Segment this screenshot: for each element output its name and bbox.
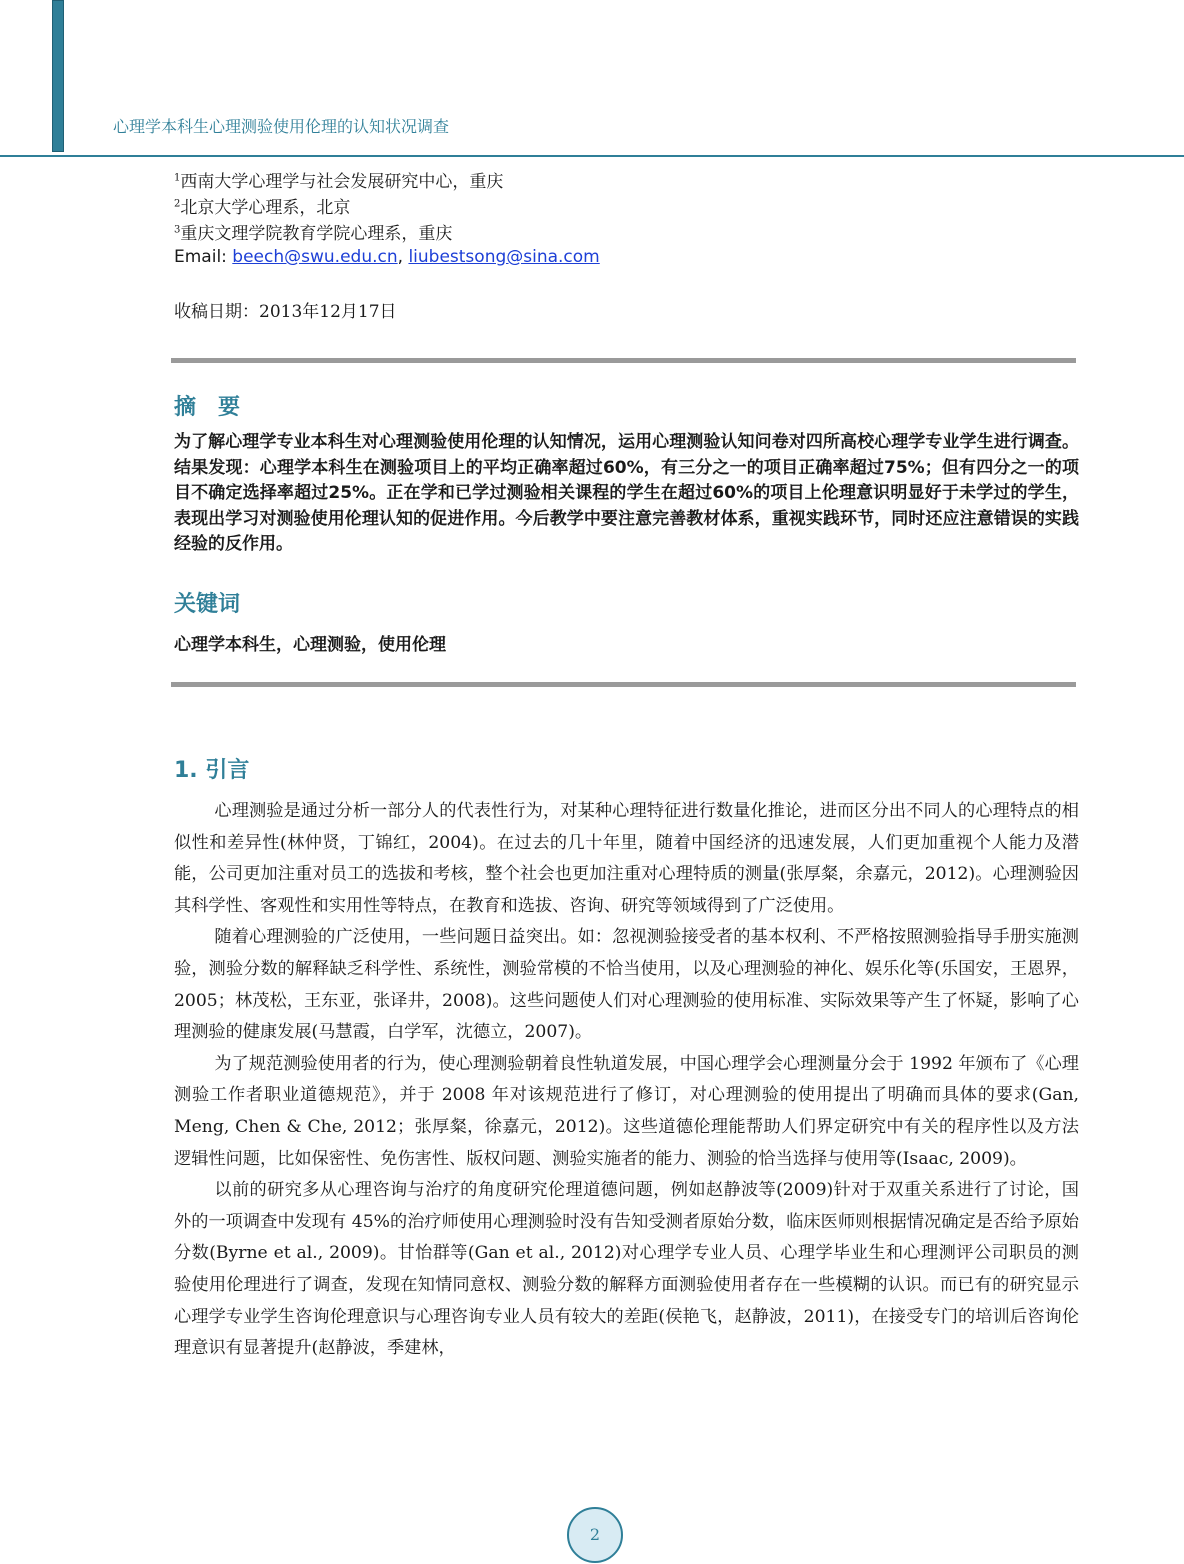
section-1-heading: 1. 引言 <box>174 758 250 783</box>
affiliation-3: $^3$重庆文理学院教育学院心理系，重庆 <box>174 224 453 244</box>
keywords-heading: 关键词 <box>174 592 241 617</box>
header-accent-bar <box>52 0 64 152</box>
abstract-top-rule <box>171 358 1076 363</box>
paragraph: 为了规范测验使用者的行为，使心理测验朝着良性轨道发展，中国心理学会心理测量分会于 1992 年颁布了《心理测验工作者职业道德规范》，并于 2008 年对该规范进行了修订，对心理测验的使用提出了明确而具体的要求(Gan, Meng, Chen & Che, 2012；张厚粲，徐嘉元，2012)。这些道德伦理能帮助人们界定研究中有关的程序性以及方法逻辑性问题，比如保密性、免伤害性、版权问题、测验实施者的能力、测验的恰当选择与使用等(Isaac, 2009)。 <box>174 1053 1079 1169</box>
section-1-body <box>174 796 1079 1365</box>
keywords-text: 心理学本科生，心理测验，使用伦理 <box>174 635 446 655</box>
paragraph: 心理测验是通过分析一部分人的代表性行为，对某种心理特征进行数量化推论，进而区分出不同人的心理特点的相似性和差异性(林仲贤，丁锦红，2004)。在过去的几十年里，随着中国经济的迅速发展，人们更加重视个人能力及潜能，公司更加注重对员工的选拔和考核，整个社会也更加注重对心理特质的测量(张厚粲，余嘉元，2012)。心理测验因其科学性、客观性和实用性等特点，在教育和选拔、咨询、研究等领域得到了广泛使用。 <box>174 801 1079 916</box>
received-date: 收稿日期：2013年12月17日 <box>174 302 397 322</box>
email-link-1[interactable]: beech@swu.edu.cn <box>232 247 398 267</box>
affiliation-1: $^1$西南大学心理学与社会发展研究中心，重庆 <box>174 172 504 192</box>
abstract-bottom-rule <box>171 682 1076 687</box>
page-number: 2 <box>567 1507 623 1563</box>
running-title: 心理学本科生心理测验使用伦理的认知状况调查 <box>113 117 450 136</box>
email-link-2[interactable]: liubestsong@sina.com <box>408 247 600 267</box>
abstract-heading: 摘 要 <box>174 395 241 420</box>
paragraph: 以前的研究多从心理咨询与治疗的角度研究伦理道德问题，例如赵静波等(2009)针对于双重关系进行了讨论，国外的一项调查中发现有 45%的治疗师使用心理测验时没有告知受测者原始分数，临床医师则根据情况确定是否给予原始分数(Byrne et al., 2009)。甘怡群等(Gan et al., 2012)对心理学专业人员、心理学毕业生和心理测评公司职员的测验使用伦理进行了调查，发现在知情同意权、测验分数的解释方面测验使用者存在一些模糊的认识。而已有的研究显示心理学专业学生咨询伦理意识与心理咨询专业人员有较大的差距(侯艳飞，赵静波，2011)，在接受专门的培训后咨询伦理意识有显著提升(赵静波，季建林， <box>174 1180 1080 1359</box>
email-line: Email: beech@swu.edu.cn, liubestsong@sina.com <box>174 247 600 267</box>
paragraph: 随着心理测验的广泛使用，一些问题日益突出。如：忽视测验接受者的基本权利、不严格按照测验指导手册实施测验，测验分数的解释缺乏科学性、系统性，测验常模的不恰当使用，以及心理测验的神化、娱乐化等(乐国安，王恩界，2005；林茂松，王东亚，张译井，2008)。这些问题使人们对心理测验的使用标准、实际效果等产生了怀疑，影响了心理测验的健康发展(马慧霞，白学军，沈德立，2007)。 <box>174 927 1079 1043</box>
affiliation-2: $^2$北京大学心理系，北京 <box>174 198 351 218</box>
abstract-text: 为了解心理学专业本科生对心理测验使用伦理的认知情况，运用心理测验认知问卷对四所高校心理学专业学生进行调查。结果发现：心理学本科生在测验项目上的平均正确率超过60%，有三分之一的项目正确率超过75%；但有四分之一的项目不确定选择率超过25%。正在学和已学过测验相关课程的学生在超过60%的项目上伦理意识明显好于未学过的学生，表现出学习对测验使用伦理认知的促进作用。今后教学中要注意完善教材体系，重视实践环节，同时还应注意错误的实践经验的反作用。 <box>174 432 1079 555</box>
header-rule <box>0 155 1184 157</box>
